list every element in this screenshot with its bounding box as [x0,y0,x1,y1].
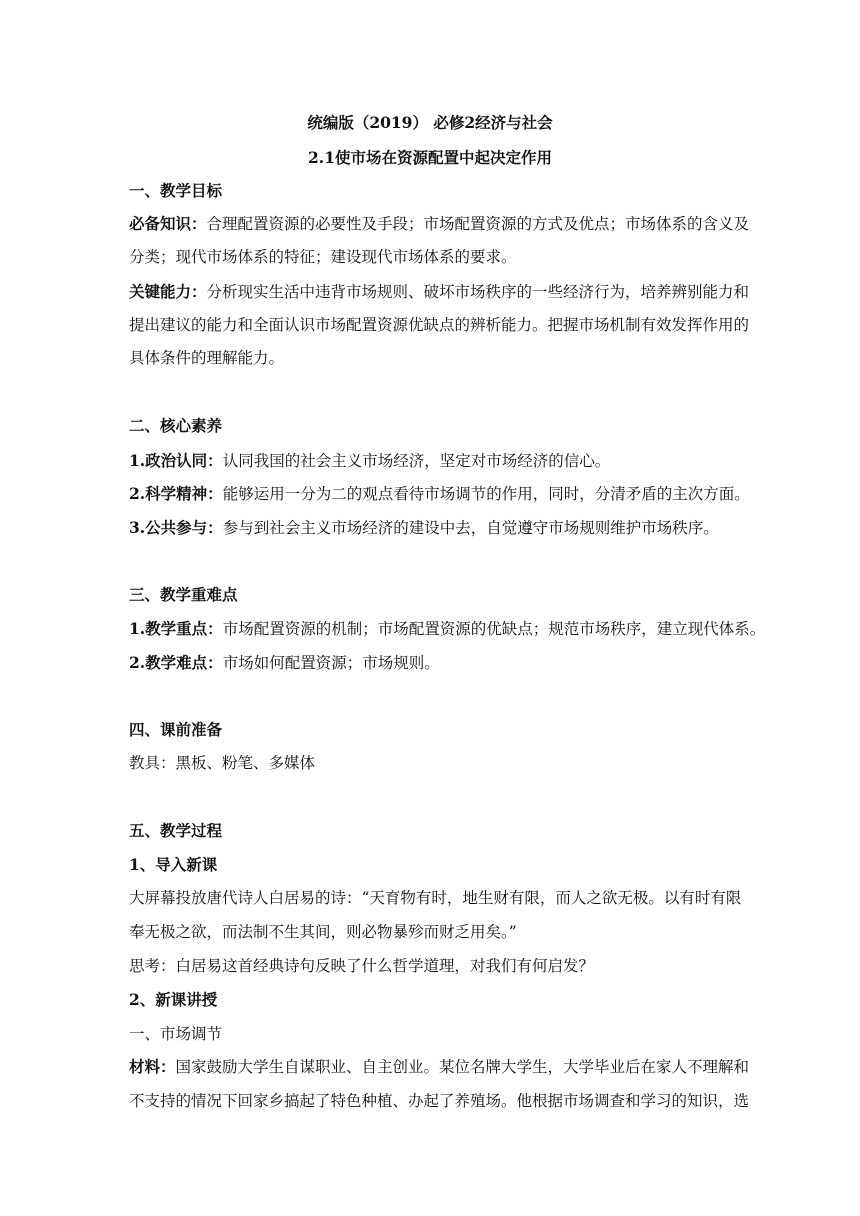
document-subtitle: 2.1使市场在资源配置中起决定作用 [308,148,552,167]
paragraph-material-line1 [129,1057,750,1077]
paragraph-knowledge-line2: 分类；现代市场体系的特征；建设现代市场体系的要求。 [129,248,517,266]
item-text: 市场如何配置资源；市场规则。 [222,654,440,672]
subheading-market-regulation: 一、市场调节 [129,1025,223,1043]
paragraph-label: 关键能力： [129,282,207,301]
list-item [129,484,750,504]
subheading-intro: 1、导入新课 [129,855,218,874]
item-label: 2.教学难点： [129,653,223,672]
paragraph-question: 思考：白居易这首经典诗句反映了什么哲学道理，对我们有何启发？ [129,957,595,975]
section-heading-preparation: 四、课前准备 [129,720,223,739]
paragraph-label: 必备知识： [129,214,207,233]
item-label: 2.科学精神： [129,484,223,503]
section-heading-key-points: 三、教学重难点 [129,585,238,604]
list-item [129,518,739,538]
item-text: 市场配置资源的机制；市场配置资源的优缺点；规范市场秩序，建立现代体系。 [222,620,766,638]
paragraph-ability-line1 [129,282,750,302]
paragraph-ability-line3: 具体条件的理解能力。 [129,349,285,367]
item-text: 认同我国的社会主义市场经济，坚定对市场经济的信心。 [222,452,611,470]
item-text: 参与到社会主义市场经济的建设中去，自觉遵守市场规则维护市场秩序。 [222,519,719,537]
section-heading-core-literacy: 二、核心素养 [129,416,223,435]
document-title: 统编版（2019） 必修2经济与社会 [307,113,553,132]
item-label: 1.政治认同： [129,451,223,470]
paragraph-poem-line1: 大屏幕投放唐代诗人白居易的诗：“天育物有时，地生财有限，而人之欲无极。以有时有限 [129,889,742,907]
paragraph-text: 合理配置资源的必要性及手段；市场配置资源的方式及优点；市场体系的含义及 [206,215,750,233]
paragraph-ability-line2: 提出建议的能力和全面认识市场配置资源优缺点的辨析能力。把握市场机制有效发挥作用的 [129,316,750,334]
list-item [129,653,739,673]
section-heading-objectives: 一、教学目标 [129,181,223,200]
paragraph-material-line2: 不支持的情况下回家乡搞起了特色种植、办起了养殖场。他根据市场调查和学习的知识，选 [129,1092,750,1110]
item-label: 3.公共参与： [129,518,223,537]
paragraph-teaching-aids: 教具：黑板、粉笔、多媒体 [129,754,316,772]
item-label: 1.教学重点： [129,619,223,638]
subheading-new-lesson: 2、新课讲授 [129,990,218,1009]
item-text: 能够运用一分为二的观点看待市场调节的作用，同时，分清矛盾的主次方面。 [222,485,750,503]
list-item [129,619,766,639]
paragraph-knowledge-line1 [129,214,750,234]
section-heading-process: 五、教学过程 [129,821,223,840]
list-item [129,451,739,471]
paragraph-text: 分析现实生活中违背市场规则、破坏市场秩序的一些经济行为，培养辨别能力和 [206,283,750,301]
paragraph-poem-line2: 奉无极之欲，而法制不生其间，则必物暴殄而财乏用矣。” [129,923,517,941]
paragraph-label: 材料： [129,1057,176,1076]
paragraph-text: 国家鼓励大学生自谋职业、自主创业。某位名牌大学生，大学毕业后在家人不理解和 [175,1058,750,1076]
